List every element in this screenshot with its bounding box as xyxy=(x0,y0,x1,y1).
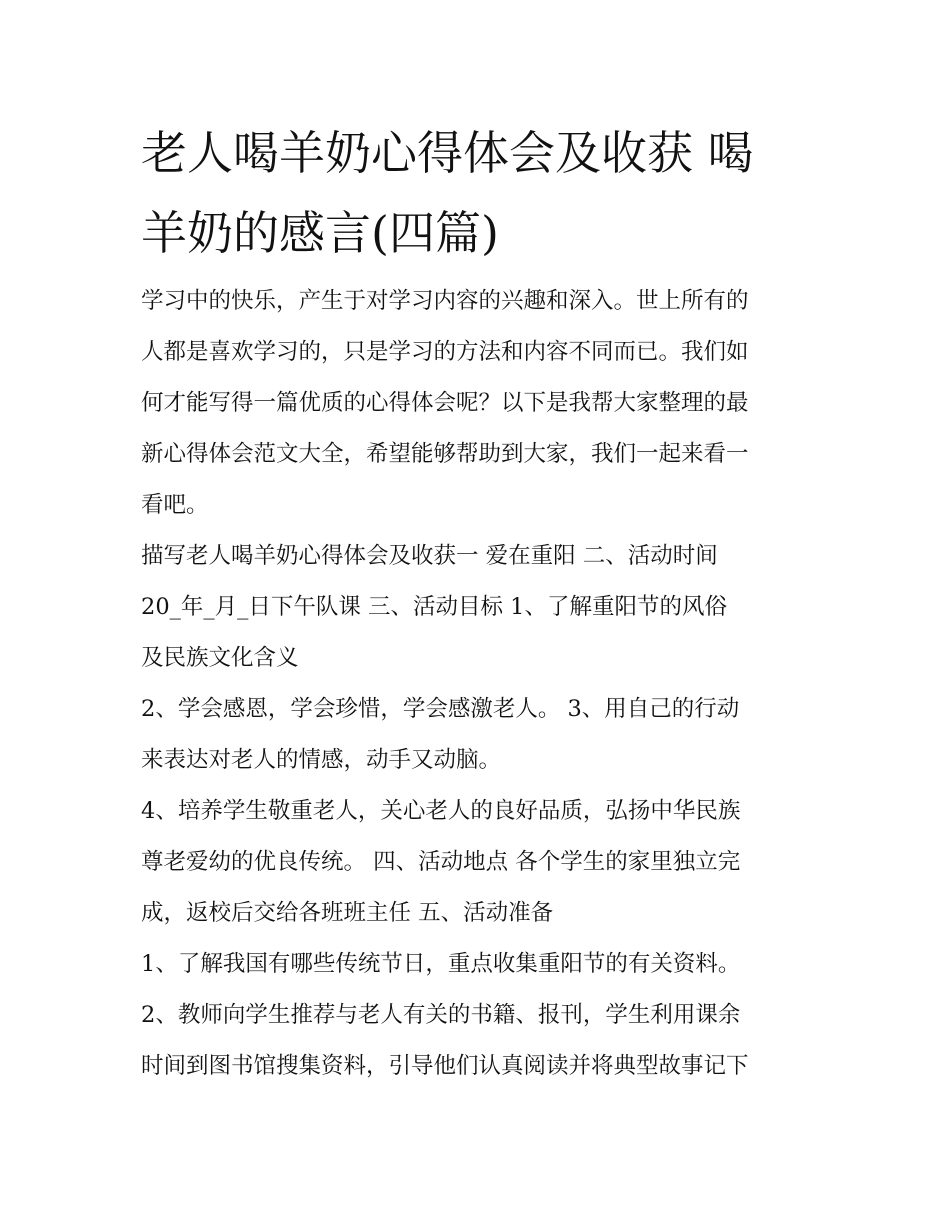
body-line: 尊老爱幼的优良传统。 四、活动地点 各个学生的家里独立完 xyxy=(141,849,741,875)
body-line: 1、了解我国有哪些传统节日，重点收集重阳节的有关资料。 xyxy=(141,951,741,977)
body-line: 描写老人喝羊奶心得体会及收获一 爱在重阳 二、活动时间 xyxy=(141,543,718,569)
body-line: 看吧。 xyxy=(141,492,209,518)
body-line: 及民族文化含义 xyxy=(141,645,299,671)
body-line: 学习中的快乐，产生于对学习内容的兴趣和深入。世上所有的 xyxy=(141,288,749,314)
body-line: 来表达对老人的情感，动手又动脑。 xyxy=(141,747,502,773)
document-title xyxy=(141,113,821,273)
body-line: 时间到图书馆搜集资料，引导他们认真阅读并将典型故事记下 xyxy=(141,1053,749,1079)
body-line: 成，返校后交给各班班主任 五、活动准备 xyxy=(141,900,554,926)
body-line: 2、学会感恩，学会珍惜，学会感激老人。 3、用自己的行动 xyxy=(141,696,740,722)
title-line: 羊奶的感言(四篇) xyxy=(141,206,499,260)
body-line: 新心得体会范文大全，希望能够帮助到大家，我们一起来看一 xyxy=(141,441,749,467)
body-line: 20_年_月_日下午队课 三、活动目标 1、了解重阳节的风俗 xyxy=(141,594,728,620)
body-line: 何才能写得一篇优质的心得体会呢？以下是我帮大家整理的最 xyxy=(141,390,749,416)
title-line: 老人喝羊奶心得体会及收获 喝 xyxy=(141,126,754,180)
body-line: 人都是喜欢学习的，只是学习的方法和内容不同而已。我们如 xyxy=(141,339,749,365)
document-body xyxy=(141,276,821,1092)
body-line: 2、教师向学生推荐与老人有关的书籍、报刊，学生利用课余 xyxy=(141,1002,741,1028)
body-line: 4、培养学生敬重老人，关心老人的良好品质，弘扬中华民族 xyxy=(141,798,741,824)
